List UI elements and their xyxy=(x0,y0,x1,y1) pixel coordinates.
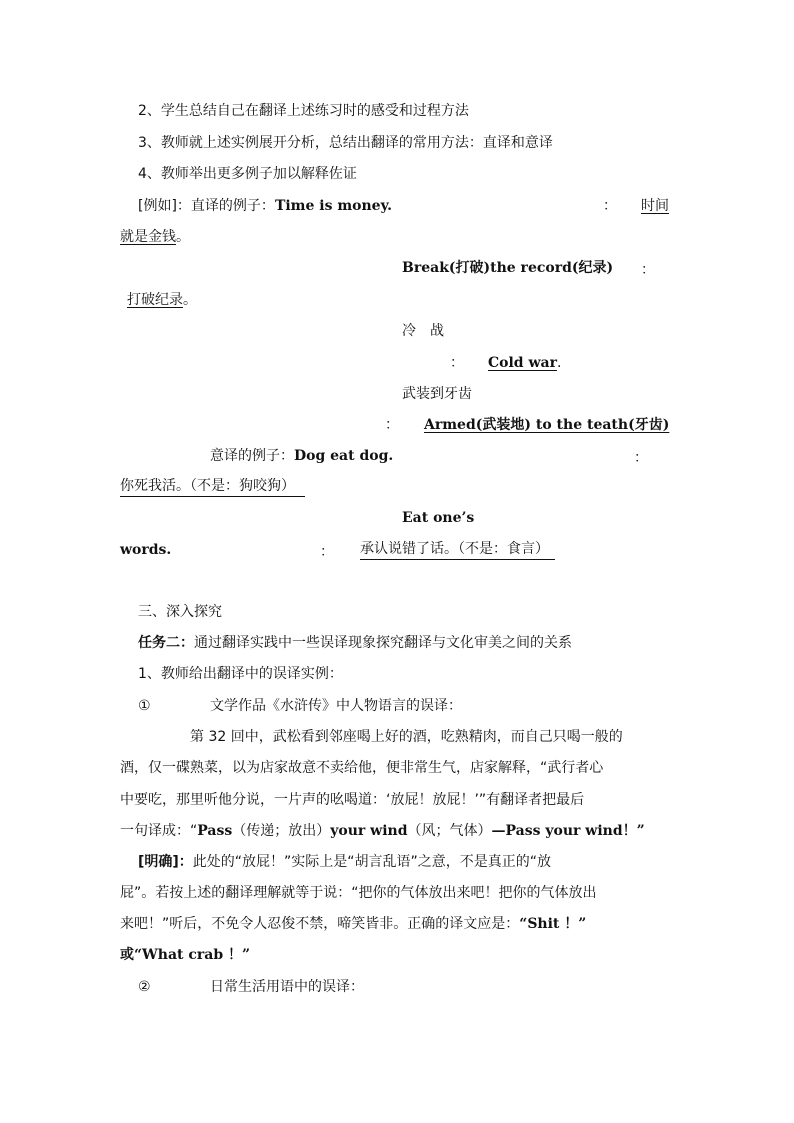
clarify-line3 xyxy=(120,914,586,934)
literal-ex2-period: 。 xyxy=(183,292,197,308)
clarify-text3: 来吧！”听后，不免令人忍俊不禁，啼笑皆非。正确的译文应是： xyxy=(120,916,520,932)
story-paragraph-line2: 酒，仅一碟熟菜，以为店家故意不卖给他，便非常生气，店家解释，“武行者心 xyxy=(120,760,604,776)
correct-translation-1: “Shit ！” xyxy=(519,916,587,932)
free-ex2-chinese: 承认说错了话。（不是：食言） xyxy=(360,540,555,560)
literal-ex3-colon: ： xyxy=(450,355,464,371)
literal-intro xyxy=(138,196,392,216)
literal-ex1-chinese-underlined: 就是金钱 xyxy=(120,229,176,245)
mistranslation-full: —Pass your wind！” xyxy=(491,823,645,839)
literal-ex2-english: Break(打破)the record(纪录) xyxy=(402,260,614,276)
mistranslation-your-wind: your wind xyxy=(330,823,408,839)
free-intro-label: 意译的例子： xyxy=(210,448,294,464)
free-ex2-colon: ： xyxy=(320,544,334,560)
literal-ex2-colon: ： xyxy=(641,262,655,278)
task-two xyxy=(138,633,572,653)
task-two-label: 任务二： xyxy=(138,635,194,651)
step-3: 3、教师就上述实例展开分析，总结出翻译的常用方法：直译和意译 xyxy=(138,135,553,151)
free-ex1-chinese: 你死我活。（不是：狗咬狗） xyxy=(120,477,305,497)
literal-ex1-period: 。 xyxy=(176,229,190,245)
literal-ex3-chinese: 冷 战 xyxy=(402,323,444,339)
section3-step1: 1、教师给出翻译中的误译实例： xyxy=(138,666,343,682)
mistranslation-line xyxy=(120,821,645,841)
literal-ex1-colon: ： xyxy=(603,198,617,214)
item2-number: ② xyxy=(138,979,151,995)
free-ex2-english-part2: words. xyxy=(120,542,172,558)
step-2: 2、学生总结自己在翻译上述练习时的感受和过程方法 xyxy=(138,103,469,119)
item2-title: 日常生活用语中的误译： xyxy=(210,979,364,995)
literal-ex2-chinese xyxy=(127,290,197,310)
step-4: 4、教师举出更多例子加以解释佐证 xyxy=(138,166,357,182)
story-paragraph-line3: 中要吃，那里听他分说，一片声的吆喝道：‘放屁！放屁！’”有翻译者把最后 xyxy=(120,792,585,808)
literal-ex1-english: Time is money. xyxy=(274,198,392,214)
literal-ex3-english-underlined: Cold war xyxy=(488,355,557,371)
story-paragraph-line1: 第 32 回中，武松看到邻座喝上好的酒，吃熟精肉，而自己只喝一般的 xyxy=(190,729,623,745)
free-ex1-colon: ： xyxy=(634,450,648,466)
literal-ex4-chinese: 武装到牙齿 xyxy=(402,386,472,402)
free-ex2-english-part1: Eat one’s xyxy=(402,510,475,526)
mistranslation-pass: Pass xyxy=(197,823,233,839)
item1-number: ① xyxy=(138,698,151,714)
correct-translation-2: 或“What crab ！” xyxy=(120,947,251,963)
literal-ex4-colon: ： xyxy=(385,417,399,433)
literal-ex2-chinese-underlined: 打破纪录 xyxy=(127,292,183,308)
free-ex1-english: Dog eat dog. xyxy=(294,448,394,464)
clarify-line2: 屁”。若按上述的翻译理解就等于说：“把你的气体放出来吧！把你的气体放出 xyxy=(120,885,597,901)
mistranslation-gloss2: （风；气体） xyxy=(407,823,492,839)
literal-ex1-chinese-part2 xyxy=(120,227,190,247)
literal-ex3-period: . xyxy=(556,355,562,371)
mistranslation-intro: 一句译成：“ xyxy=(120,823,198,839)
item1-title: 文学作品《水浒传》中人物语言的误译： xyxy=(210,698,462,714)
literal-intro-label: [例如]：直译的例子： xyxy=(138,198,275,214)
literal-ex1-chinese-part1: 时间 xyxy=(641,198,669,214)
clarify-text1: 此处的“放屁！”实际上是“胡言乱语”之意，不是真正的“放 xyxy=(192,854,552,870)
mistranslation-gloss1: （传递；放出） xyxy=(232,823,331,839)
section3-heading: 三、深入探究 xyxy=(138,604,222,620)
free-intro xyxy=(210,446,393,466)
task-two-text: 通过翻译实践中一些误译现象探究翻译与文化审美之间的关系 xyxy=(194,635,572,651)
literal-ex4-english: Armed(武装地) to the teath(牙齿) xyxy=(424,417,670,433)
literal-ex3-english xyxy=(488,353,561,373)
clarify-line1 xyxy=(138,852,551,872)
clarify-label: [明确]： xyxy=(138,854,193,870)
